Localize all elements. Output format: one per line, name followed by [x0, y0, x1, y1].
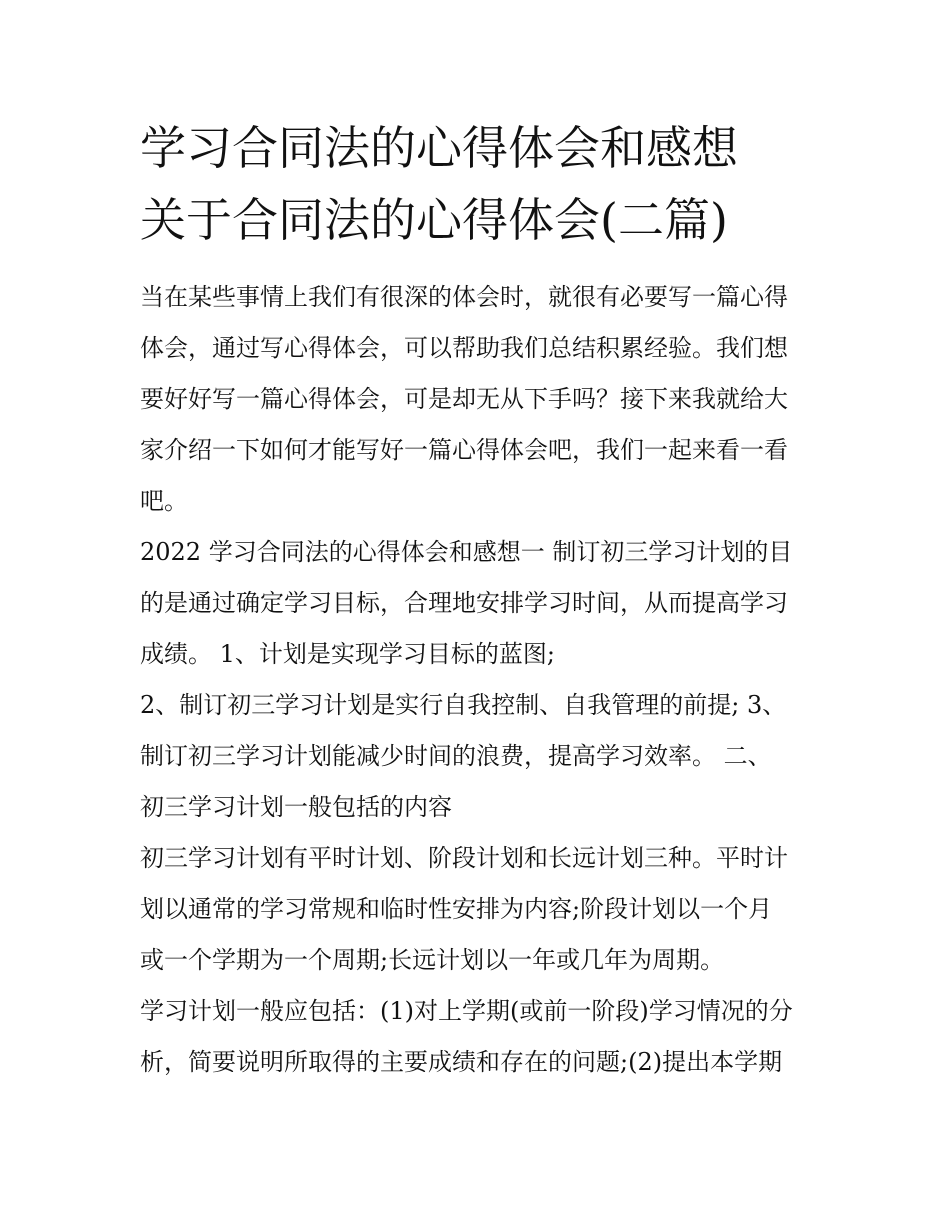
document-title	[140, 112, 820, 256]
text-line: 2022 学习合同法的心得体会和感想一 制订初三学习计划的目	[140, 538, 793, 566]
title-line: 关于合同法的心得体会(二篇)	[140, 193, 728, 247]
paragraph-intro	[140, 272, 820, 527]
title-line: 学习合同法的心得体会和感想	[140, 121, 738, 175]
text-line: 吧。	[140, 487, 188, 515]
paragraph-plan-points	[140, 680, 820, 833]
text-line: 学习计划一般应包括：(1)对上学期(或前一阶段)学习情况的分	[140, 997, 793, 1025]
text-line: 家介绍一下如何才能写好一篇心得体会吧，我们一起来看一看	[140, 436, 788, 464]
text-line: 成绩。 1、计划是实现学习目标的蓝图;	[140, 640, 555, 668]
paragraph-plan-types	[140, 833, 820, 986]
text-line: 当在某些事情上我们有很深的体会时，就很有必要写一篇心得	[140, 283, 788, 311]
text-line: 或一个学期为一个周期;长远计划以一年或几年为周期。	[140, 946, 725, 974]
text-line: 体会，通过写心得体会，可以帮助我们总结积累经验。我们想	[140, 334, 788, 362]
text-line: 划以通常的学习常规和临时性安排为内容;阶段计划以一个月	[140, 895, 773, 923]
document-body	[140, 272, 820, 1088]
text-line: 要好好写一篇心得体会，可是却无从下手吗？接下来我就给大	[140, 385, 788, 413]
text-line: 初三学习计划一般包括的内容	[140, 793, 452, 821]
paragraph-plan-contents	[140, 986, 820, 1088]
paragraph-purpose	[140, 527, 820, 680]
text-line: 析，简要说明所取得的主要成绩和存在的问题;(2)提出本学期	[140, 1048, 783, 1076]
text-line: 的是通过确定学习目标，合理地安排学习时间，从而提高学习	[140, 589, 788, 617]
text-line: 制订初三学习计划能减少时间的浪费，提高学习效率。 二、	[140, 742, 772, 770]
text-line: 初三学习计划有平时计划、阶段计划和长远计划三种。平时计	[140, 844, 788, 872]
document-page	[140, 112, 820, 1088]
text-line: 2、制订初三学习计划是实行自我控制、自我管理的前提; 3、	[140, 691, 787, 719]
